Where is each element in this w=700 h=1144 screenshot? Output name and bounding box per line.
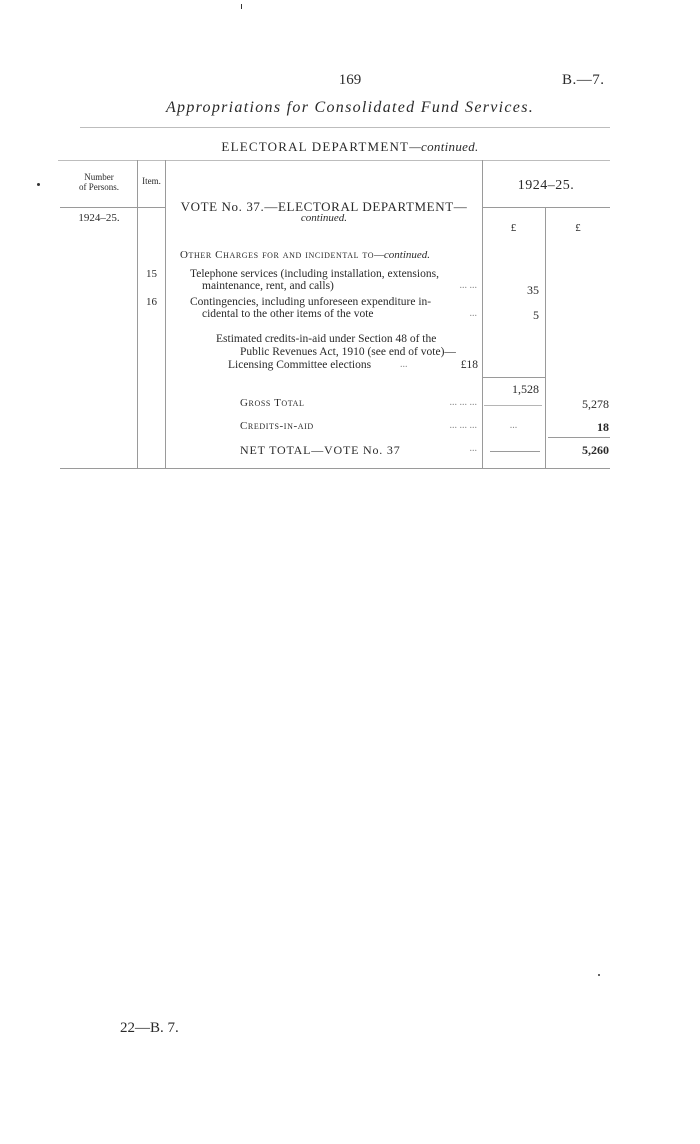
table-bottom-rule bbox=[60, 468, 610, 469]
item-15-line2: maintenance, rent, and calls) bbox=[202, 280, 334, 292]
currency-amount-col: £ bbox=[510, 222, 517, 234]
credits-in-aid-amount: 18 bbox=[597, 420, 609, 434]
item-15-line1: Telephone services (including installation, extensions, bbox=[190, 268, 439, 280]
item-16-number: 16 bbox=[146, 296, 157, 308]
currency-total-col: £ bbox=[575, 222, 581, 234]
header-rule-right bbox=[482, 207, 610, 208]
credits-note-line2: Public Revenues Act, 1910 (see end of vote)— bbox=[240, 346, 456, 358]
title-rule bbox=[80, 127, 610, 128]
table-divider-total bbox=[545, 208, 546, 468]
scan-speck-right bbox=[598, 974, 600, 976]
item-15-number: 15 bbox=[146, 268, 157, 280]
col-header-year: 1924–25. bbox=[517, 178, 575, 193]
net-total-dash bbox=[490, 451, 540, 452]
vote-continued: continued. bbox=[300, 212, 348, 224]
subtotal-rule-bottom bbox=[484, 405, 542, 406]
gross-total-amount: 5,278 bbox=[582, 397, 609, 411]
department-continued: —continued. bbox=[409, 139, 479, 154]
credits-in-aid-dots: ... ... ... bbox=[449, 420, 477, 431]
department-name: ELECTORAL DEPARTMENT bbox=[221, 139, 410, 154]
vote-title: VOTE No. 37.—ELECTORAL DEPARTMENT— bbox=[180, 199, 468, 214]
credits-in-aid-col1: ... bbox=[509, 420, 518, 431]
credits-note-dots: ... bbox=[400, 359, 408, 370]
net-total-dots: ... bbox=[469, 443, 477, 454]
credits-in-aid-label: Credits-in-aid bbox=[240, 420, 314, 432]
col-header-number: Number bbox=[84, 172, 114, 182]
gross-total-dots: ... ... ... bbox=[449, 397, 477, 408]
credits-note-line3: Licensing Committee elections bbox=[228, 359, 372, 371]
department-heading bbox=[0, 139, 700, 155]
header-rule-left bbox=[60, 207, 166, 208]
table-top-rule bbox=[58, 160, 610, 161]
subtotal-rule-top bbox=[482, 377, 545, 378]
item-16-line1: Contingencies, including unforeseen expenditure in- bbox=[190, 296, 432, 308]
section-heading bbox=[180, 249, 430, 261]
item-15-amount: 35 bbox=[527, 283, 539, 297]
item-16-dots: ... bbox=[469, 308, 477, 319]
item-16-line2: cidental to the other items of the vote bbox=[202, 308, 374, 320]
subtotal-amount: 1,528 bbox=[512, 382, 539, 396]
page-title: Appropriations for Consolidated Fund Services. bbox=[165, 99, 535, 116]
persons-year: 1924–25. bbox=[78, 212, 120, 224]
credits-note-line1: Estimated credits-in-aid under Section 48 of the bbox=[216, 333, 437, 345]
scan-speck-left bbox=[37, 183, 40, 186]
section-heading-label: Other Charges for and incidental to bbox=[180, 249, 375, 261]
col-header-of-persons: of Persons. bbox=[79, 182, 119, 192]
item-16-amount: 5 bbox=[533, 308, 539, 322]
footer-signature: 22—B. 7. bbox=[120, 1020, 179, 1036]
net-total-amount: 5,260 bbox=[582, 443, 609, 457]
credits-note-amount: £18 bbox=[460, 359, 478, 371]
item-15-dots: ... ... bbox=[459, 280, 477, 291]
col-header-item: Item. bbox=[142, 176, 161, 186]
section-heading-continued: —continued. bbox=[374, 249, 431, 261]
credits-rule bbox=[548, 437, 610, 438]
page-number: 169 bbox=[338, 72, 362, 88]
gross-total-label: Gross Total bbox=[240, 397, 305, 409]
scan-speck-top bbox=[241, 4, 242, 9]
net-total-label: NET TOTAL—VOTE No. 37 bbox=[240, 443, 401, 457]
paper-reference: B.—7. bbox=[562, 72, 605, 88]
